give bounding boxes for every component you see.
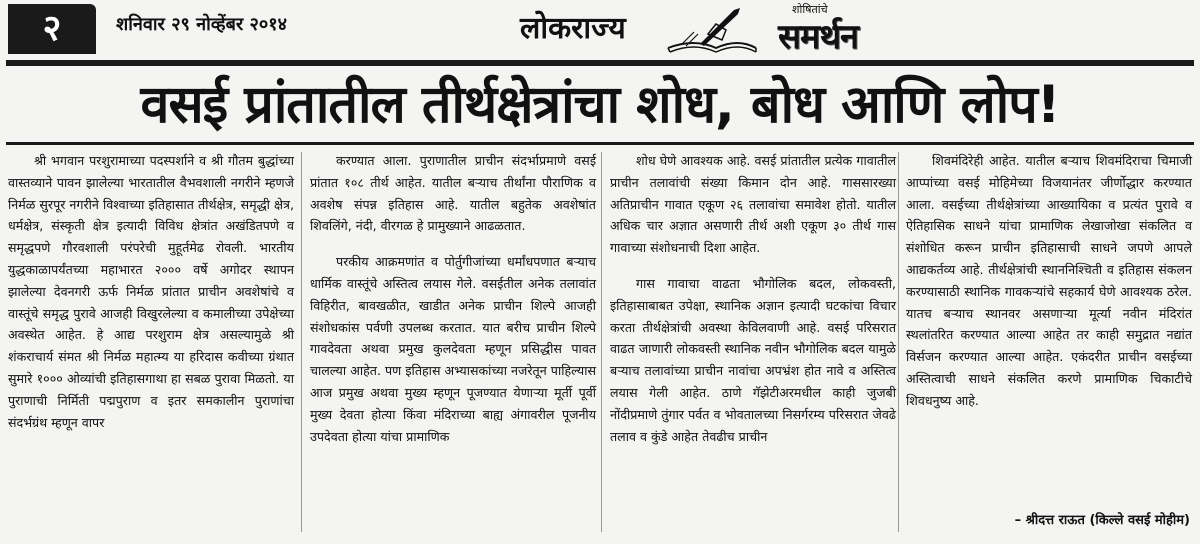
article-column-2 (310, 150, 596, 461)
paragraph: गास गावाचा वाढता भौगोलिक बदल, लोकवस्ती, इतिहासाबाबत उपेक्षा, स्थानिक अज्ञान इत्यादी घटकांचा विचार करता तीर्थक्षेत्रांची अवस्था केविलवाणी आहे. वसई परिसरात वाढत जाणारी लोकवस्ती स्थानिक नवीन भौगोलिक बदल यामुळे बऱ्याच तलावांच्या प्राचीन नावांचा अपभ्रंश होत नावे व अस्तित्व लयास गेली आहेत. ठाणे गॅझेटीअरमधील काही जुजबी नोंदीप्रमाणे तुंगार पर्वत व भोवतालच्या निसर्गरम्य परिसरात जेवढे तलाव व कुंडे आहेत तेवढीच प्राचीन (610, 275, 896, 444)
headline-rule (6, 142, 1194, 145)
issue-date: शनिवार २९ नोव्हेंबर २०१४ (116, 14, 287, 35)
paragraph: शिवमंदिरेही आहेत. यातील बऱ्याच शिवमंदिराचा चिमाजी आप्पांच्या वसई मोहिमेच्या विजयानंतर जीर्णोद्धार करण्यात आला. वसईच्या तीर्थक्षेत्रांच्या आख्यायिका व प्रत्यंत पुरावे व ऐतिहासिक साधने यांचा प्रामाणिक लेखाजोखा संकलित व संशोधित करून प्राचीन इतिहासाची साधने जपणे आपले आद्यकर्तव्य आहे. तीर्थक्षेत्रांची स्थाननिश्चिती व इतिहास संकलन करण्यासाठी स्थानिक गावकऱ्यांचे सहकार्य घेणे आवश्यक ठरेल. यातच बऱ्याच स्थानवर असणाऱ्या मूर्त्या नवीन मंदिरांत स्थलांतरित करण्यात आल्या आहेत तर काही समुद्रात नद्यांत विर्सजन करण्यात आल्या आहेत. एकंदरीत प्राचीन वसईच्या अस्तित्वाची साधने संकलित करणे प्रामाणिक चिकाटीचे शिवधनुष्य आहे. (906, 153, 1192, 408)
masthead (0, 0, 1200, 62)
page-number-badge: २ (8, 4, 96, 54)
column-divider (301, 152, 302, 532)
article-column-3 (610, 150, 896, 461)
column-divider (601, 152, 602, 532)
masthead-rule (6, 60, 1194, 66)
samarthan-logo: समर्थन (778, 17, 858, 57)
paragraph: परकीय आक्रमणांत व पोर्तुगीजांच्या धर्मांधपणात बऱ्याच धार्मिक वास्तूंचे अस्तित्व लयास गेले. वसईतील अनेक तलावांत विहिरीत, बावखळीत, खाडीत अनेक प्राचीन शिल्पे आजही संशोधकांस पर्वणी उपलब्ध करतात. यात बरीच प्राचीन शिल्पे गावदेवता अथवा प्रमुख कुलदेवता म्हणून प्रसिद्धीस पावत चालल्या आहेत. पण इतिहास अभ्यासकांच्या नजरेतून पाहिल्यास आज प्रमुख अथवा मुख्य म्हणून पूजण्यात येणाऱ्या मूर्ती पूर्वी मुख्य देवता होत्या किंवा मंदिराच्या बाह्य अंगावरील पूजनीय उपदेवता होत्या यांचा प्रामाणिक (310, 254, 596, 444)
author-byline: – श्रीदत्त राऊत (किल्ले वसई मोहीम) (1014, 513, 1190, 528)
paragraph: करण्यात आला. पुराणातील प्राचीन संदर्भाप्रमाणे वसई प्रांतात १०८ तीर्थ आहेत. यातील बऱ्याच तीर्थांना पौराणिक व अवशेष संपन्न इतिहास आहे. यातील बहुतेक अवशेषांत शिवलिंगे, नंदी, वीरगळ हे प्रामुख्याने आढळतात. (310, 153, 596, 234)
lokrajya-logo: लोकराज्य (520, 11, 626, 46)
column-divider (898, 152, 899, 532)
paragraph: शोध घेणे आवश्यक आहे. वसई प्रांतातील प्रत्येक गावातील प्राचीन तलावांची संख्या किमान दोन आहे. गाससारख्या अतिप्राचीन गावात एकूण २६ तलावांचा समावेश होतो. यातील अधिक चार अज्ञात असणारी तीर्थ अशी एकूण ३० तीर्थ गास गावाच्या संशोधनाची दिशा आहेत. (610, 153, 896, 256)
quill-book-icon (664, 4, 760, 58)
article-column-4 (906, 150, 1192, 426)
paragraph: श्री भगवान परशुरामाच्या पदस्पर्शाने व श्री गौतम बुद्धांच्या वास्तव्याने पावन झालेल्या भारतातील वैभवशाली नगरीने म्हणजे निर्मळ सुरपूर नगरीने विश्वाच्या इतिहासात तीर्थक्षेत्र, समृद्धी क्षेत्र, धर्मक्षेत्र, संस्कृती क्षेत्र इत्यादी विविध क्षेत्रांत अखंडितपणे व समृद्धपणे गौरवशाली परंपरेची मुहूर्तमेढ रोवली. भारतीय युद्धकाळापर्यंतच्या महाभारत २००० वर्षे अगोदर स्थापन झालेल्या देवनगरी ऊर्फ निर्मळ प्रांतात प्राचीन अवशेषांचे व वास्तूंचे समृद्ध पुरावे आजही विखुरलेल्या व कमालीच्या उपेक्षेच्या अवस्थेत आहेत. हे आद्य परशुराम क्षेत्र असल्यामुळे श्री शंकराचार्य संमत श्री निर्मळ महात्म्य या हरिदास कवीच्या ग्रंथात सुमारे १००० ओव्यांची इतिहासगाथा हा सबळ पुरावा मिळतो. या पुराणाची निर्मिती पद्मपुराण व इतर समकालीन पुराणांचा संदर्भग्रंथ म्हणून वापर (8, 153, 294, 430)
article-column-1 (8, 150, 294, 447)
samarthan-tagline: शोषितांचे (792, 3, 828, 16)
article-headline: वसई प्रांतातील तीर्थक्षेत्रांचा शोध, बोध आणि लोप! (140, 75, 1060, 135)
